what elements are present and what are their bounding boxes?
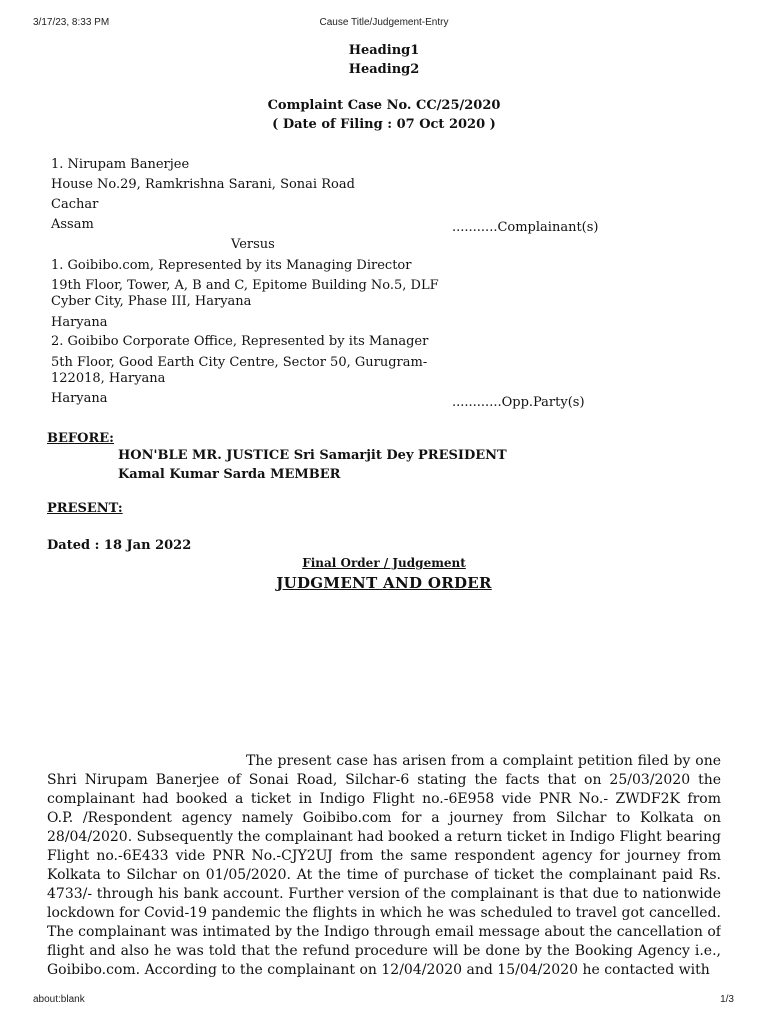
judgment-body-line: The complainant was intimated by the Indigo through email message about the cancellation of <box>47 924 721 940</box>
versus-label: Versus <box>231 237 275 252</box>
judgment-body-line: lockdown for Covid-19 pandemic the flights in which he was scheduled to travel got cancelled. <box>47 905 721 921</box>
judgment-body-line: 4733/- through his bank account. Further version of the complainant is that due to nationwide <box>47 886 721 902</box>
judgment-heading: JUDGMENT AND ORDER <box>276 574 492 592</box>
opp-party-2-state: Haryana <box>51 391 108 406</box>
judgment-body-line: Goibibo.com. According to the complainant on 12/04/2020 and 15/04/2020 he contacted with <box>47 962 710 978</box>
complainant-name: 1. Nirupam Banerjee <box>51 157 190 172</box>
final-order-label: Final Order / Judgement <box>302 556 466 570</box>
heading1: Heading1 <box>348 43 420 58</box>
print-url: about:blank <box>33 994 85 1005</box>
opp-party-2-address-line-2: 122018, Haryana <box>51 371 166 386</box>
opp-party-2-address-line-1: 5th Floor, Good Earth City Centre, Sector 50, Gurugram- <box>51 355 428 370</box>
opp-party-2-name: 2. Goibibo Corporate Office, Represented by its Manager <box>51 334 429 349</box>
page-counter: 1/3 <box>720 994 734 1005</box>
case-number: Complaint Case No. CC/25/2020 <box>267 98 501 113</box>
judgment-body-line: O.P. /Respondent agency namely Goibibo.com for a journey from Silchar to Kolkata on <box>47 810 721 826</box>
judgment-body-line: Shri Nirupam Banerjee of Sonai Road, Silchar-6 stating the facts that on 25/03/2020 the <box>47 772 721 788</box>
complainant-state: Assam <box>51 217 94 232</box>
heading2: Heading2 <box>348 62 420 77</box>
print-datetime: 3/17/23, 8:33 PM <box>33 17 110 28</box>
complainant-district: Cachar <box>51 197 99 212</box>
filing-date: ( Date of Filing : 07 Oct 2020 ) <box>272 117 496 132</box>
judgment-body-line: complainant had booked a ticket in Indigo Flight no.-6E958 vide PNR No.- ZWDF2K from <box>47 791 721 807</box>
present-label: PRESENT: <box>47 501 123 516</box>
opp-party-1-state: Haryana <box>51 315 108 330</box>
judgment-body-line: Flight no.-6E433 vide PNR No.-CJY2UJ from the same respondent agency for journey from <box>47 848 721 864</box>
complainant-role: ...........Complainant(s) <box>452 220 599 235</box>
print-page-title: Cause Title/Judgement-Entry <box>319 17 449 28</box>
complainant-address: House No.29, Ramkrishna Sarani, Sonai Road <box>51 177 355 192</box>
judgment-body-line: 28/04/2020. Subsequently the complainant had booked a return ticket in Indigo Flight bearing <box>47 829 721 845</box>
opp-party-1-name: 1. Goibibo.com, Represented by its Managing Director <box>51 258 412 273</box>
judgment-body-line: The present case has arisen from a complaint petition filed by one <box>246 753 721 769</box>
opp-party-1-address-line-2: Cyber City, Phase III, Haryana <box>51 294 252 309</box>
judgment-body-line: flight and also he was told that the refund procedure will be done by the Booking Agency i.e., <box>47 943 721 959</box>
before-label: BEFORE: <box>47 431 114 446</box>
bench-member: Kamal Kumar Sarda MEMBER <box>118 467 341 482</box>
opp-party-role: ............Opp.Party(s) <box>452 395 585 410</box>
opp-party-1-address-line-1: 19th Floor, Tower, A, B and C, Epitome Building No.5, DLF <box>51 278 439 293</box>
judgment-body-line: Kolkata to Silchar on 01/05/2020. At the time of purchase of ticket the complainant paid Rs. <box>47 867 721 883</box>
bench-president: HON'BLE MR. JUSTICE Sri Samarjit Dey PRESIDENT <box>118 448 507 463</box>
dated-line: Dated : 18 Jan 2022 <box>47 538 192 553</box>
